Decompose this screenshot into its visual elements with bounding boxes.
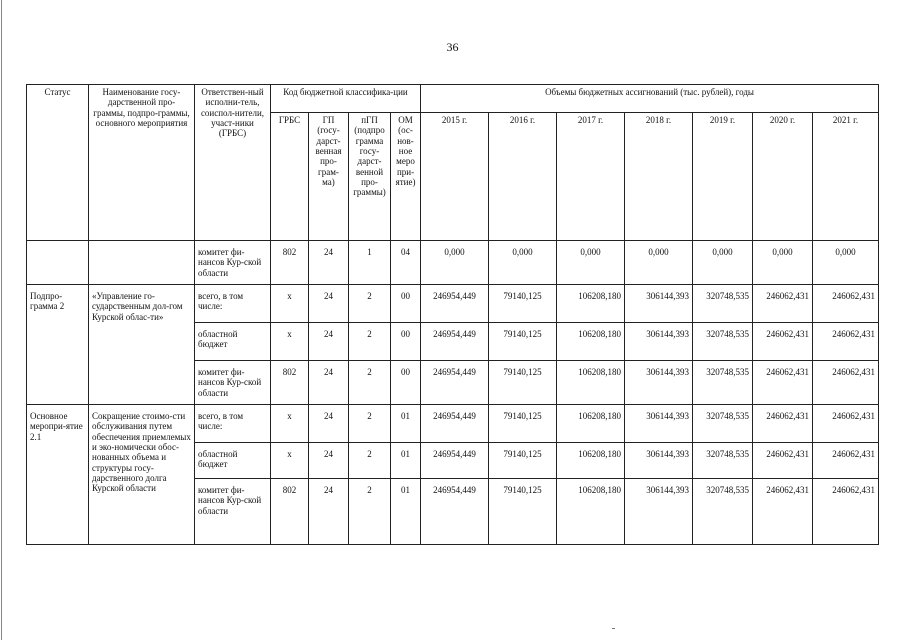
- value-cell: 0,000: [693, 241, 753, 285]
- gp-cell: 24: [309, 479, 349, 545]
- value-cell: 320748,535: [693, 285, 753, 323]
- header-year: 2018 г.: [625, 113, 693, 241]
- table-row: [27, 405, 879, 443]
- budget-table: [26, 84, 879, 545]
- name-cell: «Управление го-сударственным дол-гом Курской облас-ти»: [89, 285, 195, 405]
- value-cell: 79140,125: [489, 405, 557, 443]
- header-responsible: Ответствен-ный исполни-тель, соиспол-нители, участ-ники (ГРБС): [195, 85, 271, 241]
- gp-cell: 24: [309, 241, 349, 285]
- value-cell: 0,000: [753, 241, 813, 285]
- scan-artifact: [612, 628, 615, 629]
- value-cell: 106208,180: [557, 443, 625, 479]
- pgp-cell: 2: [349, 323, 391, 361]
- grbs-cell: 802: [271, 241, 309, 285]
- grbs-cell: 802: [271, 479, 309, 545]
- gp-cell: 24: [309, 323, 349, 361]
- value-cell: 306144,393: [625, 443, 693, 479]
- table-header: [27, 85, 879, 241]
- header-gp: ГП (госу-дарст-венная про-грам-ма): [309, 113, 349, 241]
- name-cell: Сокращение стоимо-сти обслуживания путем обеспечения приемлемых и эко-номически обос-нованных объема и структуры госу-дарственного долга Курской области: [89, 405, 195, 545]
- value-cell: 0,000: [557, 241, 625, 285]
- value-cell: 246062,431: [813, 323, 879, 361]
- table-row: [27, 285, 879, 323]
- header-status: Статус: [27, 85, 89, 241]
- value-cell: 246954,449: [421, 323, 489, 361]
- header-pgp: пГП (подпро грамма госу-дарст-венной про-граммы): [349, 113, 391, 241]
- header-year: 2016 г.: [489, 113, 557, 241]
- header-grbs: ГРБС: [271, 113, 309, 241]
- value-cell: 246954,449: [421, 405, 489, 443]
- value-cell: 79140,125: [489, 323, 557, 361]
- value-cell: 246954,449: [421, 443, 489, 479]
- value-cell: 106208,180: [557, 361, 625, 405]
- table-row: [27, 241, 879, 285]
- value-cell: 246062,431: [813, 479, 879, 545]
- value-cell: 246062,431: [753, 405, 813, 443]
- om-cell: 00: [391, 285, 421, 323]
- page-number: 36: [446, 40, 459, 54]
- value-cell: 106208,180: [557, 405, 625, 443]
- header-name: Наименование госу-дарственной про-граммы, подпро-граммы, основного мероприятия: [89, 85, 195, 241]
- value-cell: 246062,431: [753, 479, 813, 545]
- responsible-cell: областной бюджет: [195, 323, 271, 361]
- value-cell: 246062,431: [813, 361, 879, 405]
- page-edge-line: [1, 0, 2, 640]
- value-cell: 0,000: [813, 241, 879, 285]
- grbs-cell: х: [271, 405, 309, 443]
- value-cell: 246062,431: [813, 443, 879, 479]
- gp-cell: 24: [309, 443, 349, 479]
- pgp-cell: 2: [349, 285, 391, 323]
- grbs-cell: х: [271, 285, 309, 323]
- value-cell: 0,000: [421, 241, 489, 285]
- value-cell: 79140,125: [489, 443, 557, 479]
- header-year: 2020 г.: [753, 113, 813, 241]
- header-om: ОМ (ос-нов-ное меро при-ятие): [391, 113, 421, 241]
- value-cell: 306144,393: [625, 479, 693, 545]
- name-cell: [89, 241, 195, 285]
- value-cell: 306144,393: [625, 405, 693, 443]
- header-volumes: Объемы бюджетных ассигнований (тыс. рублей), годы: [421, 85, 879, 113]
- responsible-cell: всего, в том числе:: [195, 405, 271, 443]
- value-cell: 106208,180: [557, 285, 625, 323]
- value-cell: 320748,535: [693, 443, 753, 479]
- gp-cell: 24: [309, 361, 349, 405]
- responsible-cell: комитет фи-нансов Кур-ской области: [195, 361, 271, 405]
- responsible-cell: областной бюджет: [195, 443, 271, 479]
- value-cell: 246062,431: [813, 285, 879, 323]
- value-cell: 306144,393: [625, 361, 693, 405]
- om-cell: 00: [391, 361, 421, 405]
- responsible-cell: всего, в том числе:: [195, 285, 271, 323]
- value-cell: 79140,125: [489, 479, 557, 545]
- header-budget-code: Код бюджетной классифика-ции: [271, 85, 421, 113]
- om-cell: 01: [391, 405, 421, 443]
- responsible-cell: комитет фи-нансов Кур-ской области: [195, 479, 271, 545]
- header-year: 2015 г.: [421, 113, 489, 241]
- value-cell: 246062,431: [813, 405, 879, 443]
- value-cell: 306144,393: [625, 285, 693, 323]
- om-cell: 00: [391, 323, 421, 361]
- header-year: 2019 г.: [693, 113, 753, 241]
- value-cell: 320748,535: [693, 323, 753, 361]
- value-cell: 246062,431: [753, 323, 813, 361]
- value-cell: 320748,535: [693, 479, 753, 545]
- table-body: [27, 241, 879, 545]
- value-cell: 320748,535: [693, 405, 753, 443]
- value-cell: 320748,535: [693, 361, 753, 405]
- om-cell: 04: [391, 241, 421, 285]
- value-cell: 79140,125: [489, 361, 557, 405]
- grbs-cell: 802: [271, 361, 309, 405]
- value-cell: 0,000: [489, 241, 557, 285]
- header-year: 2017 г.: [557, 113, 625, 241]
- value-cell: 106208,180: [557, 479, 625, 545]
- value-cell: 246954,449: [421, 479, 489, 545]
- responsible-cell: комитет фи-нансов Кур-ской области: [195, 241, 271, 285]
- status-cell: [27, 241, 89, 285]
- value-cell: 246954,449: [421, 285, 489, 323]
- om-cell: 01: [391, 479, 421, 545]
- pgp-cell: 2: [349, 405, 391, 443]
- value-cell: 106208,180: [557, 323, 625, 361]
- value-cell: 246062,431: [753, 361, 813, 405]
- pgp-cell: 2: [349, 361, 391, 405]
- grbs-cell: х: [271, 443, 309, 479]
- gp-cell: 24: [309, 285, 349, 323]
- grbs-cell: х: [271, 323, 309, 361]
- value-cell: 79140,125: [489, 285, 557, 323]
- gp-cell: 24: [309, 405, 349, 443]
- value-cell: 0,000: [625, 241, 693, 285]
- header-year: 2021 г.: [813, 113, 879, 241]
- status-cell: Основное меропри-ятие 2.1: [27, 405, 89, 545]
- value-cell: 246954,449: [421, 361, 489, 405]
- pgp-cell: 2: [349, 443, 391, 479]
- pgp-cell: 1: [349, 241, 391, 285]
- value-cell: 246062,431: [753, 285, 813, 323]
- value-cell: 246062,431: [753, 443, 813, 479]
- om-cell: 01: [391, 443, 421, 479]
- value-cell: 306144,393: [625, 323, 693, 361]
- status-cell: Подпро-грамма 2: [27, 285, 89, 405]
- pgp-cell: 2: [349, 479, 391, 545]
